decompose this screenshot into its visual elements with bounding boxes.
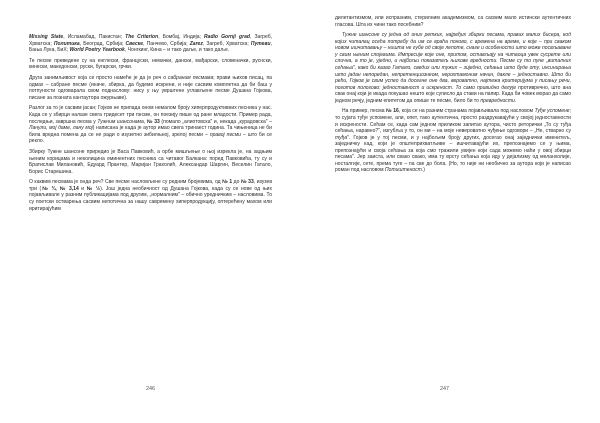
- page-number: 246: [146, 386, 155, 392]
- paragraph-translations: Те песме преведене су на енглески, француски, немачки, дански, мађарски, словеначки, руснски, кинески, македонски, руски, бугарски, грчки.: [29, 57, 272, 71]
- paragraph-continuation: дилетантизмом, или испразним, стерилним академизмом, са сасвим мало истински аутентичних гласова. Шта их чини тако посебним?: [335, 15, 571, 28]
- paragraph-reason: Разлог за то је сасвим јасан; Гојков не припада оном немалом броју хиперпродуктивних песника у нас. Када се у збирци налазе свега тридесет три песме, он поезију пише од ране младости. Пример рада, последњи, завршна песма у Тужним шансонама, № 33 (помало „алиотовска" и, некада „курадовска" – Ланули, мој даме, лану мој) написана је када је аутор имао свега тринаест година. Та чињеница не би била вредна помена да се не ради о изузетно зибилњној, зрелој песми – правој песми – што би се рекло.: [29, 105, 272, 145]
- right-page: [300, 0, 600, 423]
- left-page-text: [29, 34, 272, 216]
- paragraph-example-poem: На пример, песма № 16, која се на разним странама појављивала под насловом Туђе успомене; то сујата туђе успомене, али, опет, тако аутентична, просто раздрукавајући у својој једноставности и искрености. Сећам се, када сам једном приликом запитао аутора, чисто реторички „То су туђа сећања, наравно?", изгубља у то, он ми – на моје невероватно чуђење одговори – „Не, стварно су туђа". Гојков је у тој песми, и у најбољем броју других, досегао онај заједнички именитељ, заједничку кад, који је општеприхватљиве – ишчитавајући их, препознајемо се у њима, препознајући и своја сећања за која смо тражили увијен који сада можемо наћи у овој збирци песама". Јер заиста, или свако свако, има ту врсту сећања која иду у дејализму од меланхолије, носталгије, сете, према туге – па све до бола. (Но, то није ни необично за аутора који је написао роман под насловом Потиштеност.): [335, 108, 572, 174]
- paragraph-titles: О каквим песмама је онда реч? Све песме насловљене су редним бројевима, од № 1 до № 33, изузев три (№ ¾, № 3,14 и № ½). Још једна необичност од Душана Гојкова, када су се нове од њих појављивале у разним публикацијама под другим, „нормалним" – обично уредничким – насловима. То су поетски остварења сасвим непотична за нашу савремену хиперпродукцију, оптерећену махом или иритирајућим: [29, 179, 273, 212]
- paragraph-editor: Збирку Тужне шансоне приредио је Васа Павковић, а орбе мишљење о њој изрекла је, на задњим њеним корицама и неколицина еминентних песника са читавог Балкана: поред Павковића, ту су и Братислав Милановић, Едуард Прантер, Маријан Грахолић, Александар Шаргин, Веселин Гатало, Борис Старешина.: [29, 148, 272, 175]
- paragraph-collected-poems: Друга занимљивост која се просто намеће је да је реч о сабраним песмама; прави њихов писац, па одмах – сабране песме (иначе, збирка, да будемо искрени, и није сасвим комплетна да би баш у потпуности одговарала свом поднаслову: нису у њу уврштене углављене песме Душана Гојкова, писане за позната кантаутора ожурњаве).: [29, 75, 272, 101]
- page-number: 247: [440, 386, 449, 392]
- right-page-text: [335, 15, 571, 178]
- paragraph-publications: Missing State, Исламабад, Пакистан; The Criterion, Бомбај, Индија; Radio Gornji grad, Загреб, Хрватска; Политика, Београд, Србија; Свеске, Панчево, Србија; Zarez, Загреб, Хрватска; Путеви, Бања Лука, БиХ; World Poetry Yearbook, Чонгкинг, Кина – и тако даље, и тако даље.: [29, 34, 272, 54]
- paragraph-sad-chansons: Тужне шансоне су једна од оних ретких, најређих збирки песама, правих малих бисера, код којих читалац осећа потребу да им се враћа поново, с времена на време, и које – при сваком новом ишчитавању – ништа не губе од своје лепоте, снаге и особености што може посвљаване у свим њеним слојевима. Импресије које оне, притом, остављају на читаоца увек сусрете или слична, а то је, уједно, и најбољи показатељ њихове вредности. Песме су то пуне „виталних сећања", како би казао Гатало, сведих или тужих – зиједно, сећања што буде оту, инсинирања што јадан непоредан, непретенциознеом, нерохтамоним начин, дакле – једноставно. Што би рећи, Гојков је свим успео да досегне оне два, вероватно, најтежа критеријума у писању речи, поготов пологово: једноставност и искреност. То само привидно делује противречно, што ана свак онај који је икада покушао нешто које суписло да стави на папир. Када би човек морао да само једном речју, једним епитетом да опише те песме, било би то превредности.: [335, 32, 572, 104]
